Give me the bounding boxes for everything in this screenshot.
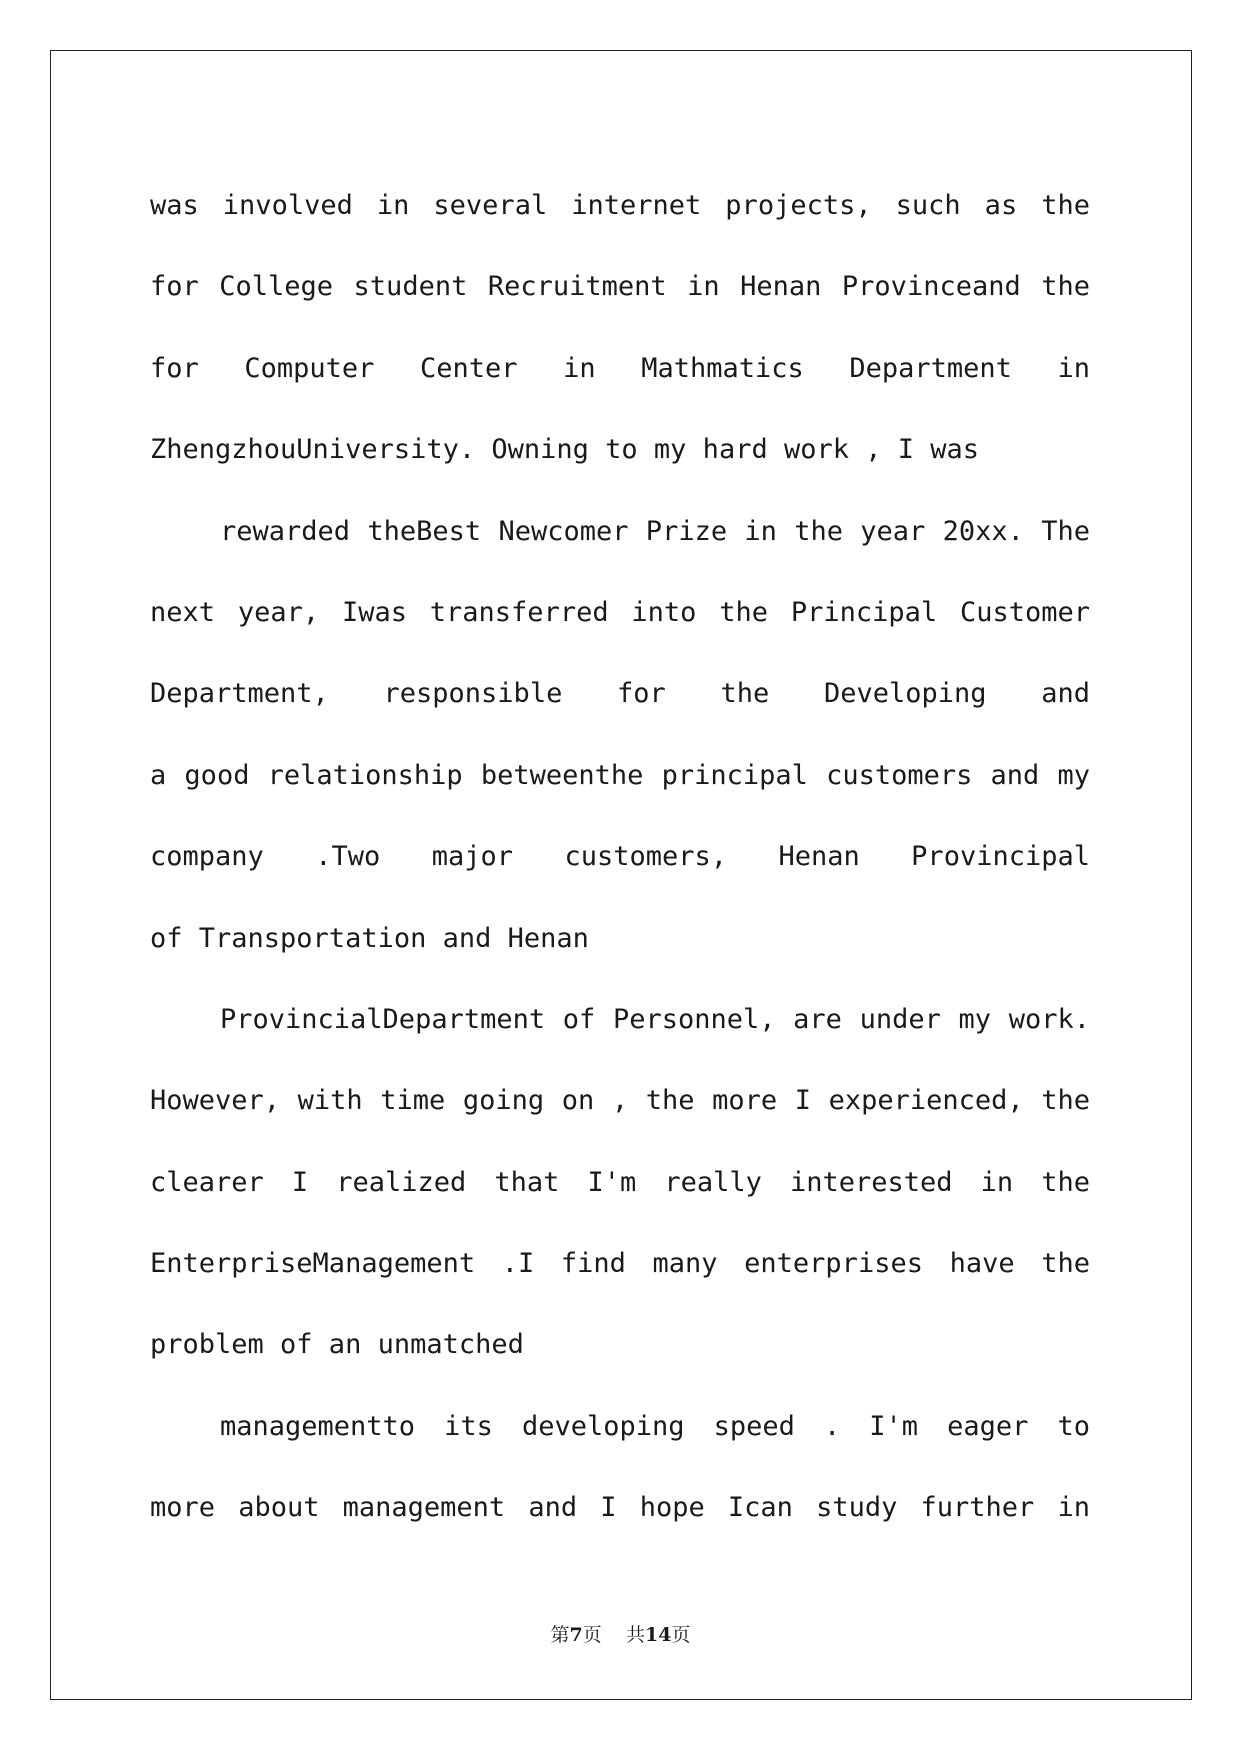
text-line: ZhengzhouUniversity. Owning to my hard work , I was [150,434,980,466]
text-line: company .Two major customers, Henan Provincipal [150,841,1090,873]
text-line: a good relationship betweenthe principal customers and my [150,759,1090,791]
text-line: clearer I realized that I'm really interested in the [150,1166,1090,1198]
page-label-suffix: 页 [582,1624,602,1646]
text-line: of Transportation and Henan [150,922,589,954]
text-line: for College student Recruitment in Henan Provinceand the [150,271,1090,303]
text-line: rewarded theBest Newcomer Prize in the year 20xx. The [220,515,1090,547]
text-line: problem of an unmatched [150,1329,524,1361]
total-pages-number: 14 [644,1624,672,1646]
text-line: next year, Iwas transferred into the Principal Customer [150,596,1090,628]
text-line: for Computer Center in Mathmatics Department in [150,352,1090,384]
document-body [150,165,1090,1549]
page-footer [0,1620,1241,1647]
text-line: ProvincialDepartment of Personnel, are under my work. [220,1003,1090,1035]
current-page-number: 7 [569,1624,583,1646]
text-line: more about management and I hope Ican study further in [150,1492,1090,1524]
total-label-suffix: 页 [671,1624,691,1646]
text-line: was involved in several internet projects, such as the [150,190,1090,221]
text-line: However, with time going on , the more I experienced, the [150,1085,1090,1117]
total-label-prefix: 共 [625,1624,645,1646]
text-line: EnterpriseManagement .I find many enterprises have the [150,1248,1090,1280]
page-label-prefix: 第 [550,1624,570,1646]
text-line: Department, responsible for the Developing and [150,678,1090,710]
text-line: managementto its developing speed . I'm eager to [220,1410,1090,1442]
